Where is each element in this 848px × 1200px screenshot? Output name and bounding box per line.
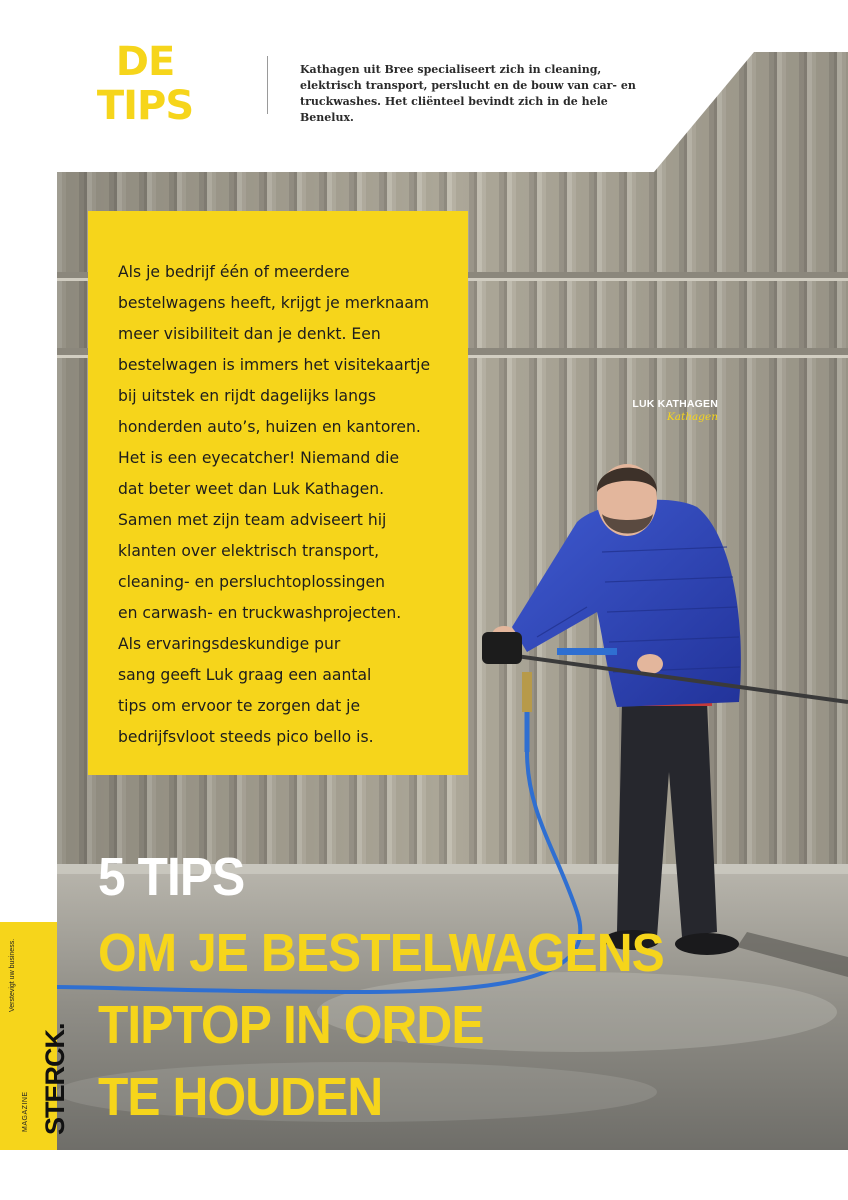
headline-line: OM JE BESTELWAGENS <box>98 923 664 983</box>
headline-kicker: 5 TIPS <box>98 847 245 907</box>
section-tag <box>95 40 195 128</box>
headline-line: TIPTOP IN ORDE <box>98 995 484 1055</box>
headline-title <box>98 917 664 1133</box>
intro-paragraph: Als je bedrijf één of meerdere bestelwagens heeft, krijgt je merknaam meer visibiliteit dan je denkt. Een bestelwagen is immers het visitekaartje bij uitstek en rijdt dagelijks langs honderden auto’s, huizen en kantoren. Het is een eyecatcher! Niemand die dat beter weet dan Luk Kathagen. Samen met zijn team adviseert hij klanten over elektrisch transport, cleaning- en persluchtoplossingen en carwash- en truckwashprojecten. Als ervaringsdeskundige pur sang geeft Luk graag een aantal tips om ervoor te zorgen dat je bedrijfsvloot steeds pico bello is. <box>118 263 431 746</box>
photo-caption <box>600 398 718 423</box>
brand-tagline: Verstevigt uw business. <box>9 938 16 1012</box>
intro-box <box>88 211 468 775</box>
caption-name: LUK KATHAGEN <box>632 398 718 410</box>
header-intro: Kathagen uit Bree specialiseert zich in cleaning, elektrisch transport, perslucht en de bouw van car- en truckwashes. Het cliënteel bevindt zich in de hele Benelux. <box>300 63 636 124</box>
headline-line: TE HOUDEN <box>98 1067 383 1127</box>
brand-magazine-label: MAGAZINE <box>22 1091 29 1132</box>
header-divider <box>267 56 268 114</box>
brand-logo: STERCK. <box>40 1023 70 1135</box>
caption-company: Kathagen <box>666 411 718 423</box>
section-tag-line1: DE <box>115 39 175 85</box>
section-tag-line2: TIPS <box>96 83 194 129</box>
